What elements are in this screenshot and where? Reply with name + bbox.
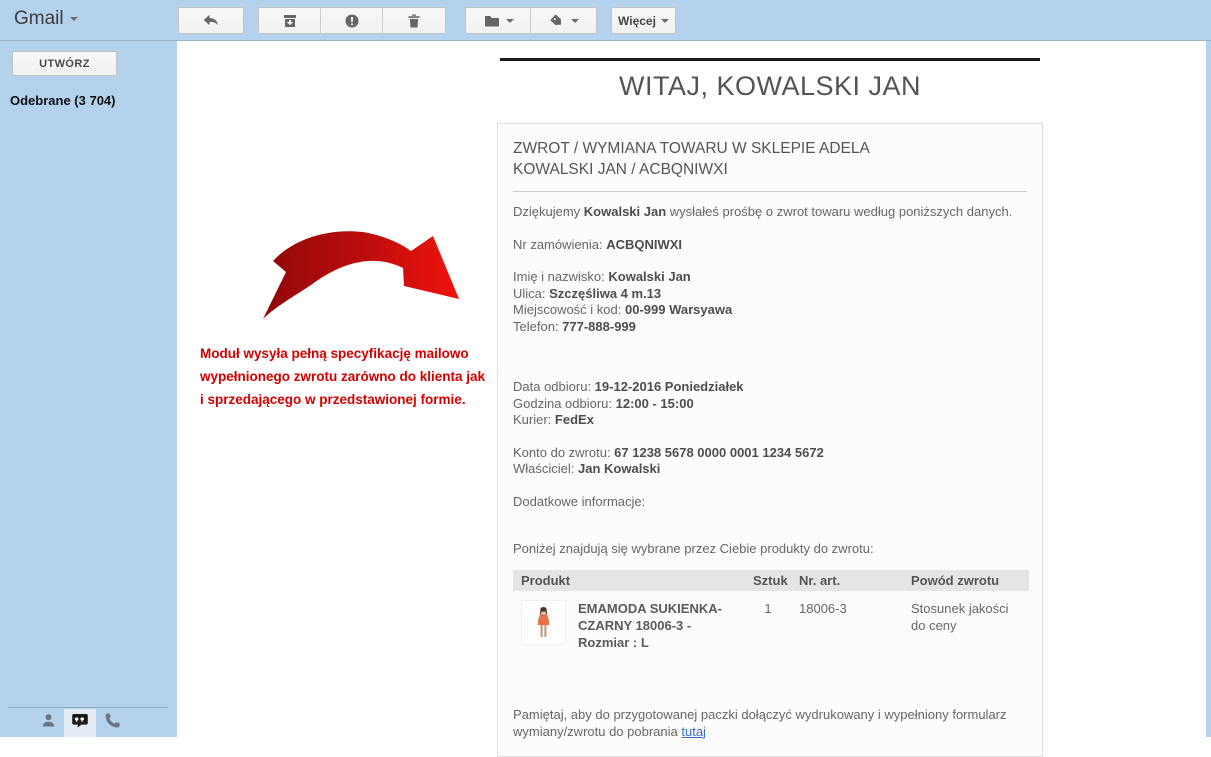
return-reason: Stosunek jakości do ceny bbox=[911, 600, 1009, 633]
product-thumbnail bbox=[521, 600, 566, 645]
sidebar-footer-divider bbox=[8, 707, 168, 708]
more-button[interactable] bbox=[611, 7, 676, 34]
products-table bbox=[513, 570, 1029, 660]
right-edge-strip bbox=[1206, 41, 1211, 737]
gmail-menu[interactable] bbox=[14, 8, 78, 30]
spam-icon bbox=[343, 12, 361, 30]
table-header-row bbox=[513, 570, 1029, 591]
courier-line: Kurier: FedEx bbox=[513, 412, 594, 427]
chevron-down-icon bbox=[571, 19, 579, 23]
phone-button[interactable] bbox=[96, 709, 128, 737]
email-subject-line1: ZWROT / WYMIANA TOWARU W SKLEPIE ADELA bbox=[513, 140, 870, 157]
spam-button[interactable] bbox=[321, 8, 383, 33]
compose-button[interactable]: UTWÓRZ bbox=[12, 51, 117, 76]
gmail-logo-text: Gmail bbox=[14, 8, 64, 29]
city-line: Miejscowość i kod: 00-999 Warsyawa bbox=[513, 302, 733, 317]
chat-icon bbox=[71, 712, 89, 735]
pickup-time-line: Godzina odbioru: 12:00 - 15:00 bbox=[513, 395, 694, 411]
sidebar-footer-icons bbox=[0, 709, 177, 737]
extra-info-label: Dodatkowe informacje: bbox=[513, 493, 646, 509]
account-owner-line: Właściciel: Jan Kowalski bbox=[513, 461, 661, 476]
column-header-reason: Powód zwrotu bbox=[903, 570, 1029, 591]
toolbar-group-organize bbox=[465, 7, 597, 34]
order-number-line: Nr zamówienia: ACBQNIWXI bbox=[513, 236, 683, 252]
email-toolbar bbox=[178, 7, 676, 34]
move-to-folder-button[interactable] bbox=[466, 8, 531, 33]
chat-button[interactable] bbox=[64, 709, 96, 737]
sidebar bbox=[0, 41, 177, 737]
archive-button[interactable] bbox=[259, 8, 321, 33]
sidebar-item-inbox[interactable]: Odebrane (3 704) bbox=[10, 93, 116, 108]
trash-icon bbox=[405, 12, 423, 30]
email-subject bbox=[513, 138, 1027, 180]
email-greeting: WITAJ, KOWALSKI JAN bbox=[618, 71, 922, 101]
phone-line: Telefon: 777-888-999 bbox=[513, 318, 636, 334]
email-view bbox=[177, 41, 1206, 737]
topbar bbox=[0, 0, 1211, 41]
product-qty: 1 bbox=[764, 600, 772, 616]
pickup-date-line: Data odbioru: 19-12-2016 Poniedziałek bbox=[513, 379, 744, 394]
heading-rule bbox=[500, 58, 1040, 61]
table-row bbox=[513, 591, 1029, 660]
contacts-button[interactable] bbox=[32, 709, 64, 737]
back-button[interactable] bbox=[178, 7, 244, 34]
column-header-qty: Sztuk bbox=[745, 570, 791, 591]
products-intro: Poniżej znajdują się wybrane przez Ciebie produkty do zwrotu: bbox=[513, 541, 874, 556]
email-subject-line2: KOWALSKI JAN / ACBQNIWXI bbox=[513, 161, 728, 178]
subject-divider bbox=[513, 191, 1027, 192]
product-name: EMAMODA SUKIENKA-CZARNY 18006-3 - Rozmiar : L bbox=[578, 600, 722, 650]
download-form-link[interactable]: tutaj bbox=[681, 723, 706, 739]
intro-paragraph: Dziękujemy Kowalski Jan wysłałeś prośbę o zwrot towaru według poniższych danych. bbox=[513, 204, 1013, 219]
email-body-card bbox=[497, 123, 1043, 757]
chevron-down-icon bbox=[661, 19, 669, 23]
column-header-art-no: Nr. art. bbox=[791, 570, 903, 591]
street-line: Ulica: Szczęśliwa 4 m.13 bbox=[513, 285, 662, 301]
folder-icon bbox=[483, 12, 501, 30]
account-block bbox=[513, 445, 1027, 478]
red-curved-arrow-icon bbox=[253, 223, 468, 338]
chevron-down-icon bbox=[506, 19, 514, 23]
account-number-line: Konto do zwrotu: 67 1238 5678 0000 0001 1234 5672 bbox=[513, 444, 824, 460]
label-icon bbox=[548, 12, 566, 30]
more-button-label: Więcej bbox=[618, 13, 656, 28]
chevron-down-icon bbox=[70, 17, 78, 21]
archive-icon bbox=[281, 12, 299, 30]
product-art-no: 18006-3 bbox=[799, 600, 847, 616]
recipient-block bbox=[513, 269, 1027, 335]
name-line: Imię i nazwisko: Kowalski Jan bbox=[513, 269, 691, 284]
footer-note: Pamiętaj, aby do przygotowanej paczki dołączyć wydrukowany i wypełniony formularz wymiany/zwrotu do pobrania tutaj bbox=[513, 706, 1007, 739]
person-icon bbox=[40, 712, 57, 734]
labels-button[interactable] bbox=[531, 8, 596, 33]
pickup-block bbox=[513, 379, 1027, 429]
delete-button[interactable] bbox=[383, 8, 445, 33]
column-header-product: Produkt bbox=[513, 570, 745, 591]
annotation-text: Moduł wysyła pełną specyfikację mailowo wypełnionego zwrotu zarówno do klienta jak i sprzedającego w przedstawionej formie. bbox=[200, 346, 486, 407]
reply-arrow-icon bbox=[202, 12, 220, 30]
phone-icon bbox=[104, 712, 121, 734]
toolbar-group-actions bbox=[258, 7, 446, 34]
